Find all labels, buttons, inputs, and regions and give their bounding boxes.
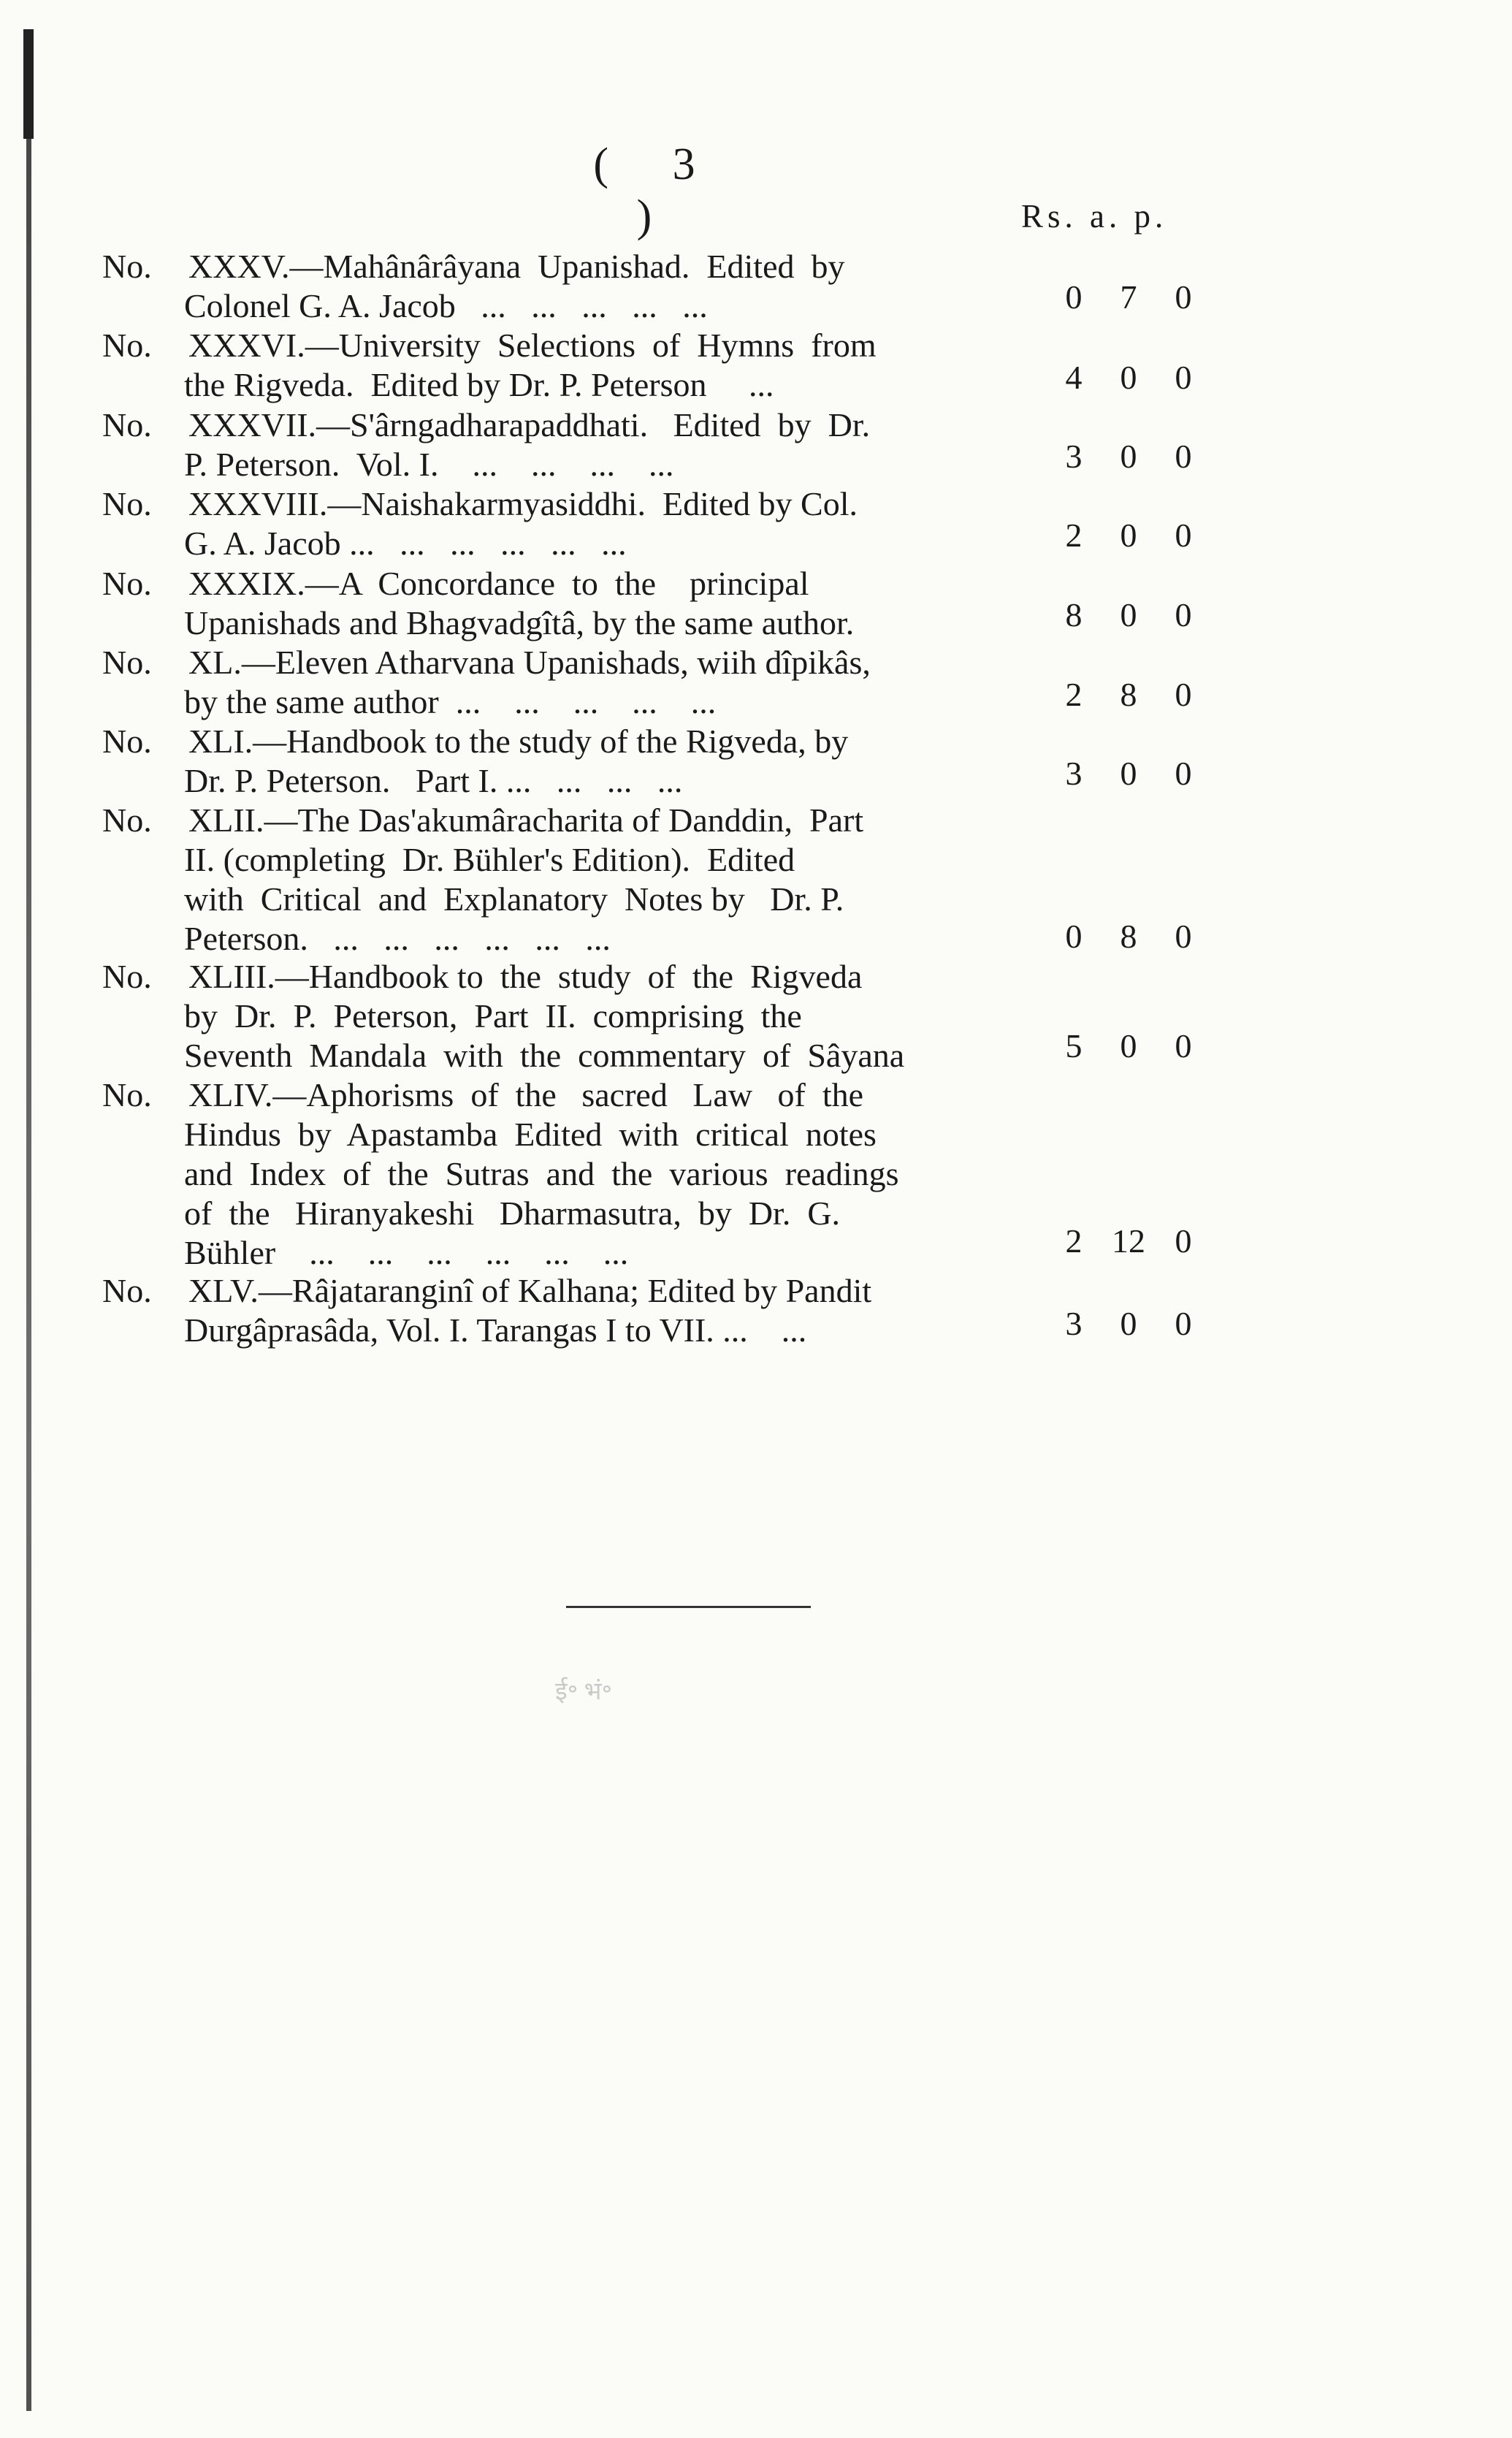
price-annas: 0 (1120, 517, 1137, 554)
entry-line (102, 445, 1052, 484)
entry-text: P. Peterson. Vol. I. ... ... ... ... (184, 446, 674, 483)
entry-text: XXXVI.—University Selections of Hymns from (188, 327, 877, 364)
entry-line (102, 722, 1052, 761)
page-number: ( 3 ) (593, 140, 722, 241)
entry-number-label: No. (102, 644, 152, 681)
binding-edge-top (23, 29, 34, 139)
catalogue-entry (102, 1271, 1052, 1350)
catalogue-entry (102, 405, 1052, 484)
price-rupees: 2 (1065, 676, 1083, 713)
entry-text: Peterson. ... ... ... ... ... ... (184, 920, 611, 957)
entry-text: Durgâprasâda, Vol. I. Tarangas I to VII. ... ... (184, 1311, 807, 1349)
entry-text: of the Hiranyakeshi Dharmasutra, by Dr. G. (184, 1195, 841, 1232)
entry-number-label: No. (102, 485, 152, 522)
entry-text: and Index of the Sutras and the various readings (184, 1155, 899, 1192)
entry-text: with Critical and Explanatory Notes by Dr. P. (184, 880, 844, 918)
entry-text: by the same author ... ... ... ... ... (184, 683, 717, 720)
entry-price (1048, 516, 1209, 555)
entry-line (102, 405, 1052, 445)
entry-price (1048, 1222, 1209, 1260)
entry-text: XLII.—The Das'akumâracharita of Danddin, Part (188, 801, 864, 839)
entry-line (102, 326, 1052, 365)
entry-price (1048, 595, 1209, 634)
entry-line (102, 957, 1052, 997)
catalogue-entry (102, 643, 1052, 722)
price-rupees: 2 (1065, 517, 1083, 554)
end-rule (566, 1606, 811, 1608)
entry-line (102, 603, 1052, 643)
faded-stamp: ई॰ भं॰ (555, 1678, 613, 1705)
catalogue-entry (102, 722, 1052, 801)
entry-text: XL.—Eleven Atharvana Upanishads, wiih dîpikâs, (188, 644, 871, 681)
entry-text: XLV.—Râjataranginî of Kalhana; Edited by Pandit (188, 1272, 872, 1309)
price-annas: 8 (1120, 918, 1137, 955)
price-rupees: 3 (1065, 438, 1083, 475)
entry-line (102, 919, 1052, 959)
catalogue-entry (102, 484, 1052, 563)
entry-line (102, 1036, 1052, 1075)
entry-price (1048, 675, 1209, 714)
price-pies: 0 (1175, 517, 1192, 554)
entry-line (102, 997, 1052, 1036)
entry-number-label: No. (102, 327, 152, 364)
entry-price (1048, 917, 1209, 956)
price-annas: 0 (1120, 596, 1137, 633)
entry-number-label: No. (102, 958, 152, 995)
catalogue-entry (102, 326, 1052, 405)
price-annas: 0 (1120, 1305, 1137, 1342)
binding-edge (26, 29, 31, 2411)
entry-text: XXXIX.—A Concordance to the principal (188, 565, 809, 602)
entry-text: Colonel G. A. Jacob ... ... ... ... ... (184, 287, 708, 324)
entry-number-label: No. (102, 801, 152, 839)
price-pies: 0 (1175, 918, 1192, 955)
price-rupees: 8 (1065, 596, 1083, 633)
entry-text: G. A. Jacob ... ... ... ... ... ... (184, 525, 627, 562)
entry-line (102, 643, 1052, 682)
catalogue-entry (102, 957, 1052, 1075)
entry-price (1048, 278, 1209, 316)
entry-line (102, 286, 1052, 326)
entry-price (1048, 1304, 1209, 1343)
entry-text: XXXVIII.—Naishakarmyasiddhi. Edited by Col. (188, 485, 858, 522)
price-pies: 0 (1175, 755, 1192, 792)
price-annas: 8 (1120, 676, 1137, 713)
price-rupees: 2 (1065, 1222, 1083, 1260)
entry-line (102, 682, 1052, 722)
entry-line (102, 1115, 1052, 1154)
entry-text: XLI.—Handbook to the study of the Rigveda, by (188, 723, 849, 760)
entry-line (102, 564, 1052, 603)
entry-number-label: No. (102, 406, 152, 443)
entry-line (102, 1075, 1052, 1115)
entry-text: II. (completing Dr. Bühler's Edition). Edited (184, 841, 795, 878)
entry-number-label: No. (102, 1076, 152, 1113)
entry-text: XLIII.—Handbook to the study of the Rigveda (188, 958, 863, 995)
entry-text: Hindus by Apastamba Edited with critical notes (184, 1116, 877, 1153)
entry-text: Bühler ... ... ... ... ... ... (184, 1234, 629, 1271)
entry-number-label: No. (102, 248, 152, 285)
entry-line (102, 761, 1052, 801)
price-rupees: 3 (1065, 755, 1083, 792)
price-rupees: 0 (1065, 918, 1083, 955)
entry-text: Dr. P. Peterson. Part I. ... ... ... ... (184, 762, 683, 799)
price-rupees: 4 (1065, 359, 1083, 396)
entry-line (102, 1271, 1052, 1311)
entry-text: XXXV.—Mahânârâyana Upanishad. Edited by (188, 248, 845, 285)
entry-text: the Rigveda. Edited by Dr. P. Peterson ... (184, 366, 774, 403)
entry-line (102, 484, 1052, 524)
entry-line (102, 247, 1052, 286)
entry-text: by Dr. P. Peterson, Part II. comprising the (184, 997, 802, 1035)
price-pies: 0 (1175, 1027, 1192, 1064)
catalogue-entry (102, 564, 1052, 643)
entry-number-label: No. (102, 565, 152, 602)
catalogue-entry (102, 1075, 1052, 1273)
entry-number-label: No. (102, 1272, 152, 1309)
entry-number-label: No. (102, 723, 152, 760)
price-annas: 0 (1120, 359, 1137, 396)
entry-price (1048, 1026, 1209, 1065)
entry-line (102, 1311, 1052, 1350)
price-rupees: 5 (1065, 1027, 1083, 1064)
entry-line (102, 1233, 1052, 1273)
price-pies: 0 (1175, 1222, 1192, 1260)
entry-line (102, 524, 1052, 563)
catalogue-entry (102, 247, 1052, 326)
catalogue-entry (102, 801, 1052, 959)
entry-line (102, 801, 1052, 840)
price-annas: 12 (1112, 1222, 1145, 1260)
price-pies: 0 (1175, 676, 1192, 713)
price-pies: 0 (1175, 359, 1192, 396)
price-pies: 0 (1175, 596, 1192, 633)
entry-line (102, 365, 1052, 405)
price-annas: 0 (1120, 1027, 1137, 1064)
entry-price (1048, 437, 1209, 476)
entry-line (102, 1154, 1052, 1194)
price-annas: 0 (1120, 755, 1137, 792)
price-annas: 7 (1120, 278, 1137, 316)
price-pies: 0 (1175, 1305, 1192, 1342)
entry-text: Seventh Mandala with the commentary of Sâyana (184, 1037, 905, 1074)
entry-line (102, 1194, 1052, 1233)
entry-line (102, 840, 1052, 880)
entry-price (1048, 358, 1209, 397)
entry-text: XXXVII.—S'ârngadharapaddhati. Edited by Dr. (188, 406, 871, 443)
entry-text: Upanishads and Bhagvadgîtâ, by the same author. (184, 604, 855, 641)
price-pies: 0 (1175, 438, 1192, 475)
price-rupees: 3 (1065, 1305, 1083, 1342)
entry-line (102, 880, 1052, 919)
entry-price (1048, 754, 1209, 793)
price-rupees: 0 (1065, 278, 1083, 316)
price-header: Rs. a. p. (1021, 198, 1168, 235)
price-annas: 0 (1120, 438, 1137, 475)
entry-text: XLIV.—Aphorisms of the sacred Law of the (188, 1076, 864, 1113)
price-pies: 0 (1175, 278, 1192, 316)
